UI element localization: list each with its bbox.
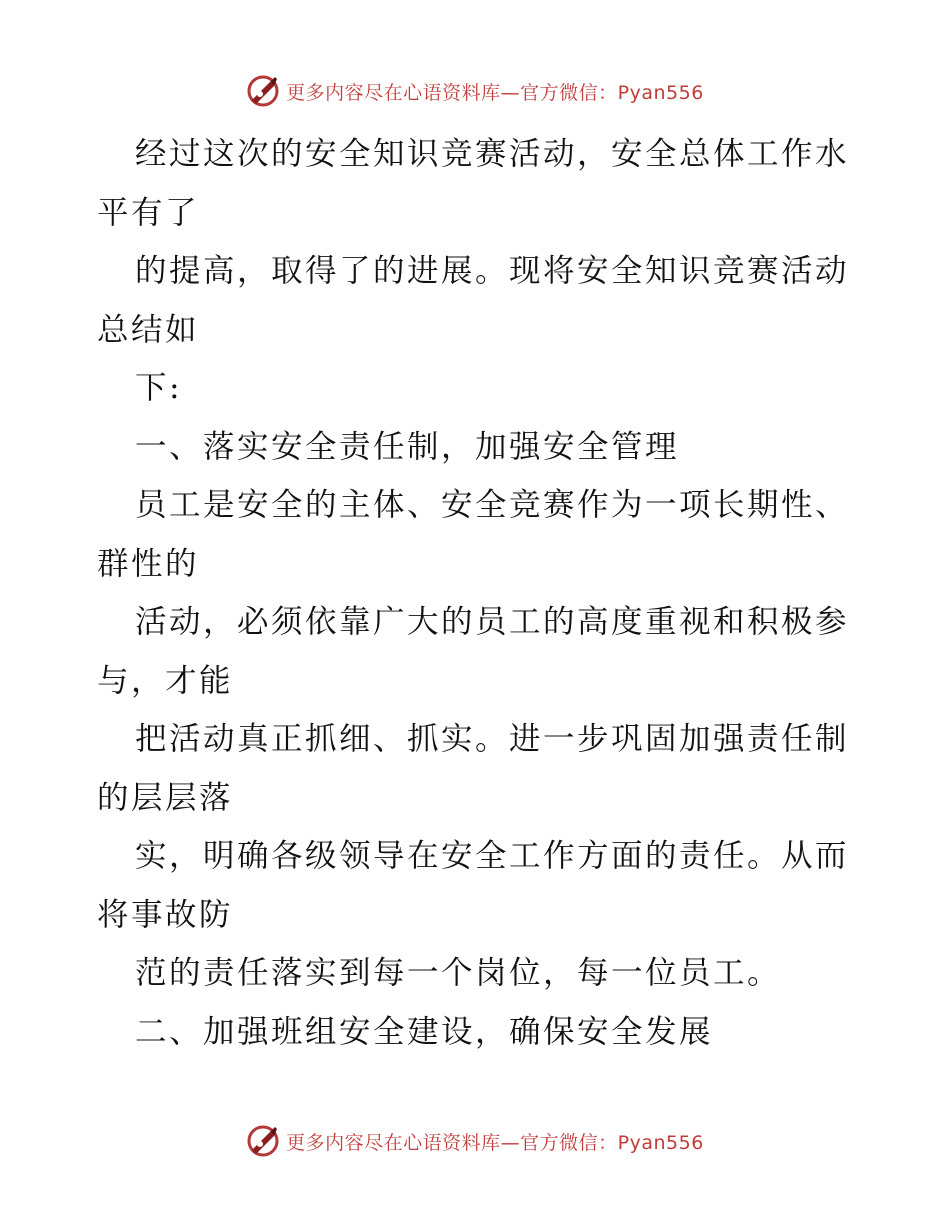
paragraph-line: 与，才能	[97, 662, 234, 699]
header-banner-text: 更多内容尽在心语资料库—官方微信：Pyan556	[286, 81, 704, 104]
paragraph-line: 将事故防	[97, 896, 234, 933]
paragraph-line: 的层层落	[97, 779, 234, 816]
paragraph-line: 活动，必须依靠广大的员工的高度重视和积极参	[135, 604, 850, 640]
paragraph-line: 的提高，取得了的进展。现将安全知识竞赛活动	[135, 253, 850, 289]
paragraph-line: 实，明确各级领导在安全工作方面的责任。从而	[135, 838, 850, 874]
paragraph-line: 群性的	[97, 545, 200, 582]
document-body	[97, 125, 857, 1061]
wechat-id: Pyan556	[617, 1131, 704, 1154]
pen-logo-icon	[246, 1124, 280, 1158]
section-heading: 二、加强班组安全建设，确保安全发展	[135, 1013, 714, 1050]
wechat-id: Pyan556	[617, 81, 704, 104]
paragraph-line: 平有了	[97, 194, 200, 231]
paragraph-line: 范的责任落实到每一个岗位，每一位员工。	[135, 955, 782, 991]
paragraph-line: 员工是安全的主体、安全竞赛作为一项长期性、	[135, 487, 850, 523]
paragraph-line: 下:	[135, 370, 183, 406]
footer-banner	[0, 1121, 950, 1161]
paragraph-line: 把活动真正抓细、抓实。进一步巩固加强责任制	[135, 721, 850, 757]
paragraph-line: 经过这次的安全知识竞赛活动，安全总体工作水	[135, 136, 850, 172]
pen-logo-icon	[246, 74, 280, 108]
section-heading: 一、落实安全责任制，加强安全管理	[135, 428, 680, 465]
paragraph-line: 总结如	[97, 311, 200, 348]
header-banner	[0, 71, 950, 111]
footer-banner-text: 更多内容尽在心语资料库—官方微信：Pyan556	[286, 1131, 704, 1154]
